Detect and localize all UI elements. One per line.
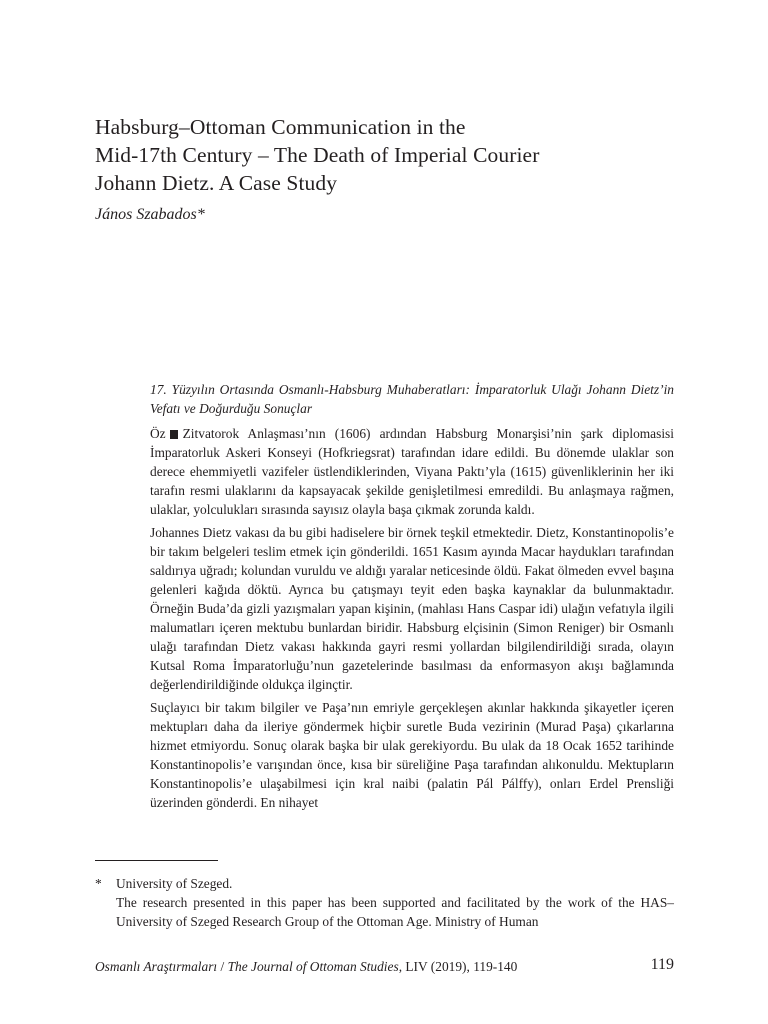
journal-name-tr: Osmanlı Araştırmaları xyxy=(95,959,218,974)
translated-title: 17. Yüzyılın Ortasında Osmanlı-Habsburg Muhaberatları: İmparatorluk Ulağı Johann Dietz’in Vefatı ve Doğurduğu Sonuçlar xyxy=(150,382,674,416)
title-line-2: Mid-17th Century – The Death of Imperial Courier xyxy=(95,143,540,167)
abstract-paragraph-1-text: Zitvatorok Anlaşması’nın (1606) ardından Habsburg Monarşisi’nin şark diplomasisi İmparatorluk Askeri Konseyi (Hofkriegsrat) tarafından idare edildi. Bu dönemde ulaklar son derece ehemmiyetli vazifeler üstlendiklerinden, Viyana Paktı’yla (1615) güvenliklerinin her iki tarafın resmi ulaklarını da kapsayacak şekilde genişletilmesi emredildi. Bu anlaşmaya rağmen, ulaklar, yolculukları sırasında sayısız olayla başa çıkmak zorunda kaldı. xyxy=(150,426,674,517)
oz-label: Öz xyxy=(150,426,166,441)
author-name: János Szabados* xyxy=(95,206,205,223)
title-line-1: Habsburg–Ottoman Communication in the xyxy=(95,115,466,139)
abstract-paragraph-1 xyxy=(150,424,674,519)
turkish-abstract xyxy=(150,380,674,816)
square-bullet-icon xyxy=(170,430,178,439)
footnote-entry xyxy=(95,874,674,931)
volume-info: , LIV (2019), 119-140 xyxy=(398,959,518,974)
abstract-paragraph-2: Johannes Dietz vakası da bu gibi hadiselere bir örnek teşkil etmektedir. Dietz, Konstantinopolis’e bir takım belgeleri teslim etmek için gönderildi. 1651 Kasım ayında Macar haydukları tarafından saldırıya uğradı; kolundan vuruldu ve aldığı yaralar neticesinde öldü. Fakat ölmeden evvel başına gelenleri kağıda döktü. Ayrıca bu çatışmayı teyit eden başka kaynaklar da bulunmaktadır. Örneğin Buda’da gizli yazışmaları yapan kişinin, (mahlası Hans Caspar idi) ulağın vefatıyla ilgili malumatları içeren mektubu bunlardan biridir. Habsburg elçisinin (Simon Reniger) bir Osmanlı ulağı tarafından Dietz vakası hakkında gayri resmi yollardan bilgilendirildiği sırada, olayın Kutsal Roma İmparatorluğu’nun gazetelerinde basılması da enformasyon akışı bağlamında değerlendirildiğinde oldukça ilginçtir. xyxy=(150,525,674,692)
abstract-paragraph-3: Suçlayıcı bir takım bilgiler ve Paşa’nın emriyle gerçekleşen akınlar hakkında şikayetler içeren mektupları daha da ileriye göndermek hiçbir suretle Buda vezirinin (Murad Paşa) çıkarlarına hizmet etmiyordu. Sonuç olarak başka bir ulak gerekiyordu. Bu ulak da 18 Ocak 1652 tarihinde Konstantinopolis’e varışından önce, kısa bir süreliğine Paşa tarafından alıkonuldu. Mektupların Konstantinopolis’e ulaşabilmesi için kral naibi (palatin Pál Pálffy), onları Erdel Prensliği üzerinden gönderdi. En nihayet xyxy=(150,700,674,810)
journal-name-en: The Journal of Ottoman Studies xyxy=(227,959,399,974)
title-line-3: Johann Dietz. A Case Study xyxy=(95,171,338,195)
running-footer xyxy=(95,957,674,977)
footnote-support-text: The research presented in this paper has been supported and facilitated by the work of the HAS–University of Szeged Research Group of the Ottoman Age. Ministry of Human xyxy=(116,895,674,929)
footnote-mark: * xyxy=(95,876,102,891)
page-number: 119 xyxy=(650,956,674,973)
footnote xyxy=(95,874,674,931)
journal-citation xyxy=(95,959,517,974)
footnote-affiliation: University of Szeged. xyxy=(116,876,233,891)
article-title xyxy=(95,113,685,197)
journal-separator: / xyxy=(217,959,228,974)
footnote-separator xyxy=(95,860,218,861)
